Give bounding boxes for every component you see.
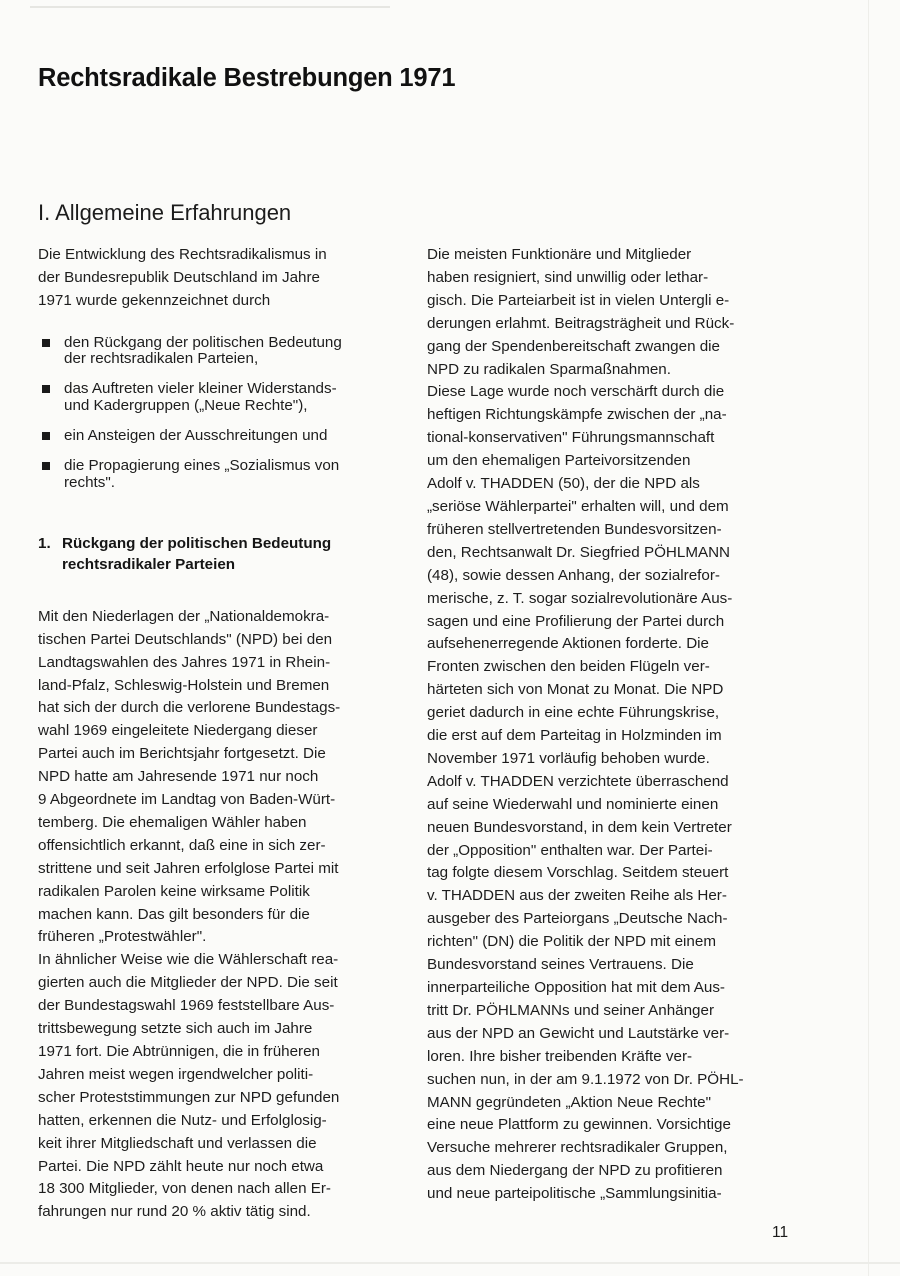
bullet-list	[38, 335, 406, 491]
page-edge-bottom	[0, 1262, 900, 1264]
bullet-item: ein Ansteigen der Ausschreitungen und	[38, 428, 406, 444]
bullet-square-icon	[42, 432, 50, 440]
bullet-square-icon	[42, 462, 50, 470]
bullet-square-icon	[42, 385, 50, 393]
intro-paragraph	[38, 244, 406, 313]
intro-line: Die Entwicklung des Rechtsradikalismus in	[38, 246, 327, 263]
page-edge-right	[868, 0, 869, 1276]
bullet-square-icon	[42, 339, 50, 347]
document-title: Rechtsradikale Bestrebungen 1971	[38, 64, 456, 92]
right-column	[427, 244, 795, 1206]
left-paragraph-2: In ähnlicher Weise wie die Wählerschaft rea- gierten auch die Mitglieder der NPD. Die seit der Bundestagswahl 1969 feststellbare Aus- trittsbewegung setzte sich auch im Jahre 1971 fort. Die Abtrünnigen, die in früheren Jahren meist wegen irgendwelcher politi- scher Proteststimmungen zur NPD gefunden hatten, erkennen die Nutz- und Erfolglosig- keit ihrer Mitgliedschaft und verlassen die Partei. Die NPD zählt heute nur noch etwa 18 300 Mitglieder, von denen nach allen Er- fahrungen nur rund 20 % aktiv tätig sind.	[38, 951, 340, 1221]
page-number: 11	[772, 1224, 789, 1241]
right-paragraph-2: Diese Lage wurde noch verschärft durch die heftigen Richtungskämpfe zwischen der „na- tional-konservativen" Führungsmannschaft um den ehemaligen Parteivorsitzenden Adolf v. THADDEN (50), der die NPD als „seriöse Wählerpartei" erhalten will, und dem früheren stellvertretenden Bundesvorsitzen- den, Rechtsanwalt Dr. Siegfried PÖHLMANN (48), sowie dessen Anhang, der sozialrefor- merische, z. T. sogar sozialrevolutionäre Aus- sagen und eine Profilierung der Partei durch aufsehenerregende Aktionen forderte. Die Fronten zwischen den beiden Flügeln ver- härteten sich von Monat zu Monat. Die NPD geriet dadurch in eine echte Führungskrise, die erst auf dem Parteitag in Holzminden im November 1971 vorläufig behoben wurde. Adolf v. THADDEN verzichtete überraschend auf seine Wiederwahl und nominierte einen neuen Bundesvorstand, in dem kein Vertreter der „Opposition" enthalten war. Der Partei- tag folgte diesem Vorschlag. Seitdem steuert v. THADDEN aus der zweiten Reihe als Her- ausgeber des Parteiorgans „Deutsche Nach- richten" (DN) die Politik der NPD mit einem Bundesvorstand seines Vertrauens. Die innerparteiliche Opposition hat mit dem Aus- tritt Dr. PÖHLMANNs und seiner Anhänger aus der NPD an Gewicht und Lautstärke ver- loren. Ihre bisher treibenden Kräfte ver- suchen nun, in der am 9.1.1972 von Dr. PÖHL- MANN gegründeten „Aktion Neue Rechte" eine neue Plattform zu gewinnen. Vorsichtige Versuche mehrerer rechtsradikaler Gruppen, aus dem Niedergang der NPD zu profitieren und neue parteipolitische „Sammlungsinitia-	[427, 383, 744, 1203]
intro-line: der Bundesrepublik Deutschland im Jahre	[38, 268, 320, 286]
bullet-item: den Rückgang der politischen Bedeutung der rechtsradikalen Parteien,	[38, 335, 406, 368]
bullet-item: die Propagierung eines „Sozialismus von rechts".	[38, 458, 406, 491]
section-heading: I. Allgemeine Erfahrungen	[38, 200, 292, 225]
subsection-title-line1: Rückgang der politischen Bedeutung	[62, 534, 332, 552]
bullet-item: das Auftreten vieler kleiner Widerstands- und Kadergruppen („Neue Rechte"),	[38, 381, 406, 414]
subsection-number: 1.	[38, 534, 51, 552]
left-paragraph-1: Mit den Niederlagen der „Nationaldemokra- tischen Partei Deutschlands" (NPD) bei den Landtagswahlen des Jahres 1971 in Rhein- land-Pfalz, Schleswig-Holstein und Bremen hat sich der durch die verlorene Bundestags- wahl 1969 eingeleitete Niedergang dieser Partei auch im Berichtsjahr fortgesetzt. Die NPD hatte am Jahresende 1971 nur noch 9 Abgeordnete im Landtag von Baden-Würt- temberg. Die ehemaligen Wähler haben offensichtlich erkannt, daß eine in sich zer- strittene und seit Jahren erfolglose Partei mit radikalen Parolen keine wirksame Politik machen kann. Das gilt besonders für die früheren „Protestwähler".	[38, 607, 341, 946]
intro-line: 1971 wurde gekennzeichnet durch	[38, 291, 271, 309]
subsection-heading	[38, 533, 406, 575]
subsection-title-line2: rechtsradikaler Parteien	[62, 555, 236, 573]
page-edge-top	[30, 6, 390, 8]
right-paragraph-1: Die meisten Funktionäre und Mitglieder haben resigniert, sind unwillig oder lethar- gisch. Die Parteiarbeit ist in vielen Untergli e- derungen erlahmt. Beitragsträgheit und Rück- gang der Spendenbereitschaft zwangen die NPD zu radikalen Sparmaßnahmen.	[427, 246, 735, 378]
left-column	[38, 244, 406, 1224]
